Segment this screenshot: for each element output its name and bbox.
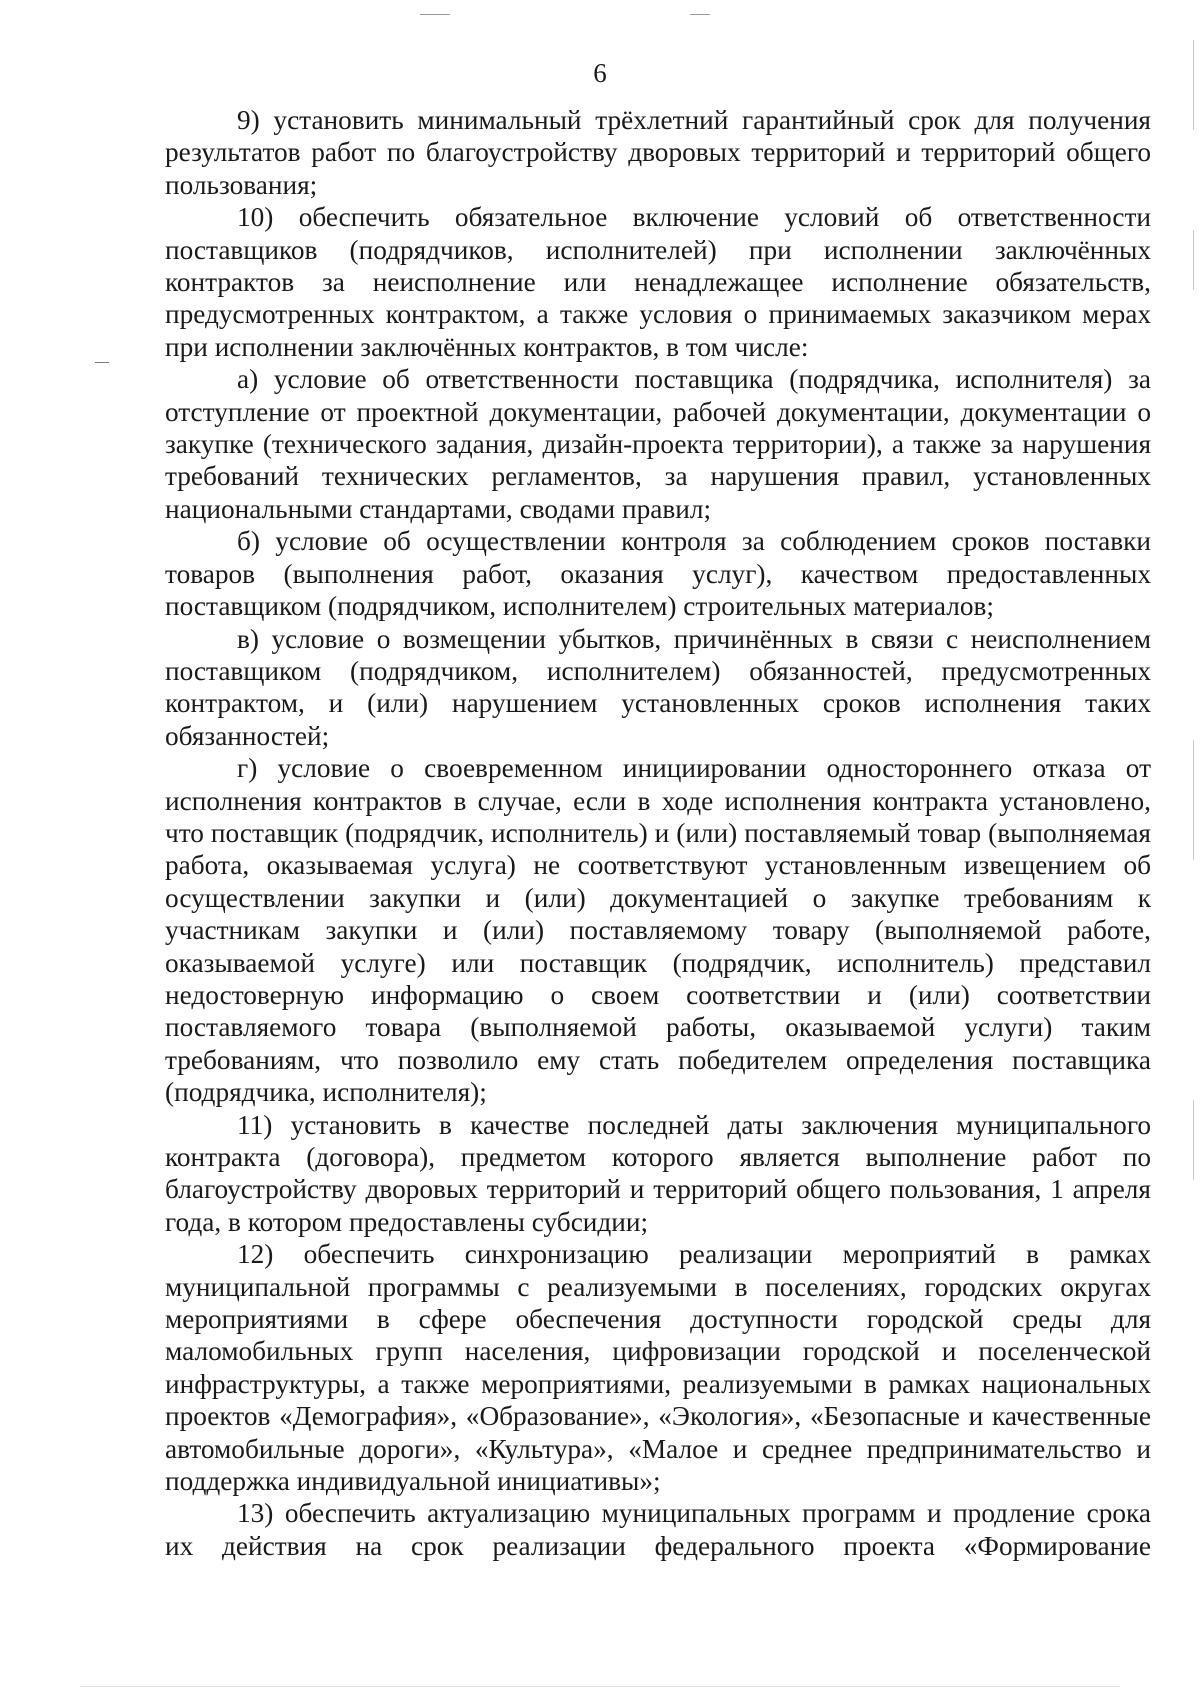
scan-artifact-top	[690, 14, 710, 15]
paragraph-subitem-b: б) условие об осуществлении контроля за соблюдением сроков поставки товаров (выполнения работ, оказания услуг), качеством предоставленных поставщиком (подрядчиком, исполнителем) строительных материалов;	[165, 526, 1151, 622]
paragraph-item-11: 11) установить в качестве последней даты заключения муниципального контракта (договора), предметом которого является выполнение работ по благоустройству дворовых территорий и территорий общего пользования, 1 апреля года, в котором предоставлены субсидии;	[165, 1109, 1151, 1237]
paragraph-subitem-v: в) условие о возмещении убытков, причинённых в связи с неисполнением поставщиком (подрядчиком, исполнителем) обязанностей, предусмотренных контрактом, и (или) нарушением установленных сроков исполнения таких обязанностей;	[165, 623, 1151, 751]
scan-artifact-bottom	[80, 1686, 1120, 1687]
scan-artifact-edge	[1193, 230, 1194, 290]
scan-artifact-edge	[1193, 740, 1194, 860]
paragraph-subitem-a: а) условие об ответственности поставщика (подрядчика, исполнителя) за отступление от проектной документации, рабочей документации, документации о закупке (технического задания, дизайн-проекта территории), а также за нарушения требований технических регламентов, за нарушения правил, установленных национальными стандартами, сводами правил;	[165, 364, 1151, 524]
paragraph-item-12: 12) обеспечить синхронизацию реализации мероприятий в рамках муниципальной программы с реализуемыми в поселениях, городских округах мероприятиями в сфере обеспечения доступности городской среды для маломобильных групп населения, цифровизации городской и поселенческой инфраструктуры, а также мероприятиями, реализуемыми в рамках национальных проектов «Демография», «Образование», «Экология», «Безопасные и качественные автомобильные дороги», «Культура», «Малое и среднее предпринимательство и поддержка индивидуальной инициативы»;	[165, 1239, 1151, 1497]
paragraph-subitem-g: г) условие о своевременном инициировании одностороннего отказа от исполнения контрактов в случае, если в ходе исполнения контракта установлено, что поставщик (подрядчик, исполнитель) и (или) поставляемый товар (выполняемая работа, оказываемая услуга) не соответствуют установленным извещением об осуществлении закупки и (или) документацией о закупке требованиям к участникам закупки и (или) поставляемому товару (выполняемой работе, оказываемой услуге) или поставщик (подрядчик, исполнитель) представил недостоверную информацию о своем соответствии и (или) соответствии поставляемого товара (выполняемой работы, оказываемой услуги) таким требованиям, что позволило ему стать победителем определения поставщика (подрядчика, исполнителя);	[165, 753, 1151, 1108]
paragraph-item-9: 9) установить минимальный трёхлетний гарантийный срок для получения результатов работ по благоустройству дворовых территорий и территорий общего пользования;	[165, 105, 1151, 200]
scan-artifact-edge	[1193, 1100, 1194, 1180]
scan-artifact-edge	[1193, 40, 1194, 130]
scan-artifact-top	[420, 14, 450, 15]
document-body	[165, 104, 1151, 1562]
paragraph-item-13: 13) обеспечить актуализацию муниципальных программ и продление срока их действия на срок реализации федерального проекта «Формирование	[165, 1498, 1151, 1561]
scan-artifact-left	[95, 362, 109, 363]
page-number: 6	[593, 58, 607, 88]
paragraph-item-10: 10) обеспечить обязательное включение условий об ответственности поставщиков (подрядчиков, исполнителей) при исполнении заключённых контрактов за неисполнение или ненадлежащее исполнение обязательств, предусмотренных контрактом, а также условия о принимаемых заказчиком мерах при исполнении заключённых контрактов, в том числе:	[165, 202, 1151, 362]
